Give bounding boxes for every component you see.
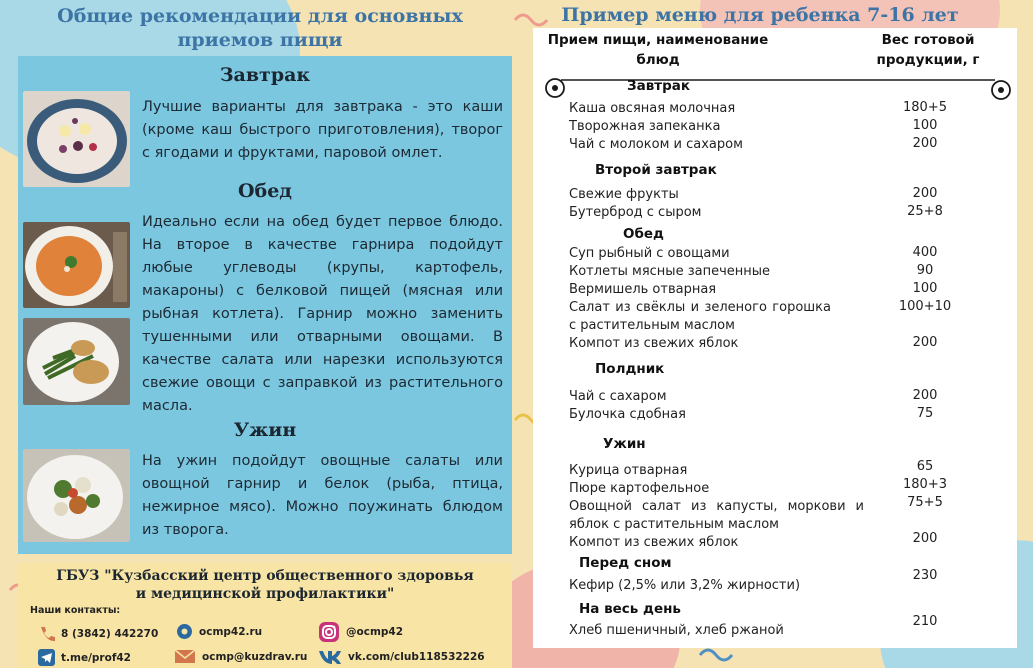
location-icon: [176, 623, 193, 640]
meal-heading: Обед: [623, 226, 664, 242]
meal-heading: Перед сном: [579, 555, 672, 571]
dish-weight: 180+5: [903, 100, 947, 115]
title-line: Общие рекомендации для основных: [57, 5, 463, 27]
instagram-contact[interactable]: [318, 621, 403, 643]
dish-name: Чай с сахаром: [569, 389, 667, 404]
header-line: продукции, г: [876, 52, 980, 68]
header-line: блюд: [636, 52, 680, 68]
phone-contact[interactable]: [38, 625, 158, 642]
vk-link[interactable]: vk.com/club118532226: [348, 650, 485, 663]
meal-heading: На весь день: [579, 601, 681, 617]
vegetable-salad-image: [23, 449, 130, 542]
breakfast-text: Лучшие варианты для завтрака - это каши (кроме каш быстрого приготовления), творог с ягодами и фруктами, паровой омлет.: [142, 99, 503, 161]
lunch-text: Идеально если на обед будет первое блюдо. На второе в качестве гарнира подойдут любые углеводы (крупы, картофель, макароны) с белковой пищей (мясная или рыбная котлета). Гарнир можно заменить тушенными или отварными овощами. В качестве салата или нарезки используются свежие овощи с заправкой из растительного масла.: [142, 214, 503, 414]
contacts-footer: [18, 563, 512, 668]
dish-name: Творожная запеканка: [569, 119, 721, 134]
dinner-text: На ужин подойдут овощные салаты или овощной гарнир и белок (рыба, птица, нежирное мясо). Можно поужинать блюдом из творога.: [142, 453, 503, 538]
vk-contact[interactable]: [318, 648, 485, 665]
telegram-icon: [38, 649, 55, 666]
telegram-contact[interactable]: [38, 649, 131, 666]
breakfast-heading: Завтрак: [219, 64, 311, 86]
phone-text: 8 (3842) 442270: [61, 627, 159, 640]
email-contact[interactable]: [174, 648, 307, 665]
dish-name: Пюре картофельное: [569, 481, 710, 496]
dish-weight: 180+3: [903, 477, 947, 492]
organization-name: [18, 567, 512, 603]
header-line: Вес готовой: [881, 32, 975, 48]
org-line: и медицинской профилактики": [135, 586, 395, 602]
instagram-icon: [318, 621, 340, 643]
dish-name: Хлеб пшеничный, хлеб ржаной: [569, 623, 784, 638]
menu-title: Пример меню для ребенка 7-16 лет: [561, 4, 959, 26]
menu-card: [533, 28, 1017, 648]
dish-name: Чай с молоком и сахаром: [569, 137, 743, 152]
email-icon: [174, 648, 196, 665]
dish-weight: 100+10: [898, 299, 952, 314]
contacts-label: Наши контакты:: [30, 605, 121, 616]
dish-weight: 200: [912, 388, 938, 403]
dish-weight: 200: [912, 335, 938, 350]
org-line: ГБУЗ "Кузбасский центр общественного здоровья: [56, 568, 474, 584]
recommendations-panel: [18, 56, 512, 554]
dish-name: Салат из свёклы и зеленого горошка с растительным маслом: [569, 300, 831, 333]
salad-chicken-photo: [23, 318, 130, 405]
breakfast-photo: [23, 91, 130, 187]
dinner-photo: [23, 449, 130, 542]
dish-name: Свежие фрукты: [569, 187, 679, 202]
dish-weight: 100: [912, 281, 938, 296]
dish-name: Булочка сдобная: [569, 407, 686, 422]
header-line: Прием пищи, наименование: [547, 32, 769, 48]
dish-name: Овощной салат из капусты, моркови и яблок с растительным маслом: [569, 499, 864, 532]
dish-weight: 75+5: [907, 495, 943, 510]
recommendations-title: [20, 4, 500, 52]
dish-name: Кефир (2,5% или 3,2% жирности): [569, 578, 801, 593]
dish-name: Компот из свежих яблок: [569, 535, 739, 550]
dish-name: Котлеты мясные запеченные: [569, 264, 771, 279]
dish-name: Каша овсяная молочная: [569, 101, 736, 116]
dish-weight: 400: [912, 245, 938, 260]
instagram-link[interactable]: @ocmp42: [346, 626, 404, 638]
green-beans-image: [23, 318, 130, 405]
lunch-heading: Обед: [238, 180, 292, 202]
dish-name: Суп рыбный с овощами: [569, 246, 730, 261]
dish-name: Вермишель отварная: [569, 282, 717, 297]
weight-column-header: [858, 30, 998, 70]
dish-weight: 200: [912, 136, 938, 151]
meal-heading: Ужин: [603, 436, 646, 452]
soup-image: [23, 222, 130, 308]
dish-name: Бутерброд с сыром: [569, 205, 702, 220]
site-contact[interactable]: [176, 623, 262, 640]
dish-weight: 100: [912, 118, 938, 133]
dish-weight: 25+8: [907, 204, 943, 219]
dish-name: Компот из свежих яблок: [569, 336, 739, 351]
dish-column-header: [533, 30, 783, 70]
phone-icon: [38, 625, 55, 642]
dish-weight: 210: [912, 614, 938, 629]
dish-weight: 200: [912, 186, 938, 201]
vk-icon: [318, 648, 342, 665]
dish-weight: 200: [912, 531, 938, 546]
dish-weight: 90: [916, 263, 934, 278]
dish-weight: 75: [916, 406, 934, 421]
meal-heading: Завтрак: [627, 78, 691, 94]
site-link[interactable]: ocmp42.ru: [199, 625, 263, 638]
meal-heading: Полдник: [595, 361, 665, 377]
title-line: приемов пищи: [177, 29, 343, 51]
dish-weight: 65: [916, 459, 934, 474]
telegram-link[interactable]: t.me/prof42: [61, 651, 131, 664]
porridge-image: [23, 91, 130, 187]
dish-weight: 230: [912, 568, 938, 583]
soup-photo: [23, 222, 130, 308]
dish-name: Курица отварная: [569, 463, 688, 478]
dinner-heading: Ужин: [233, 419, 297, 441]
meal-heading: Второй завтрак: [595, 162, 717, 178]
email-link[interactable]: ocmp@kuzdrav.ru: [202, 650, 308, 663]
